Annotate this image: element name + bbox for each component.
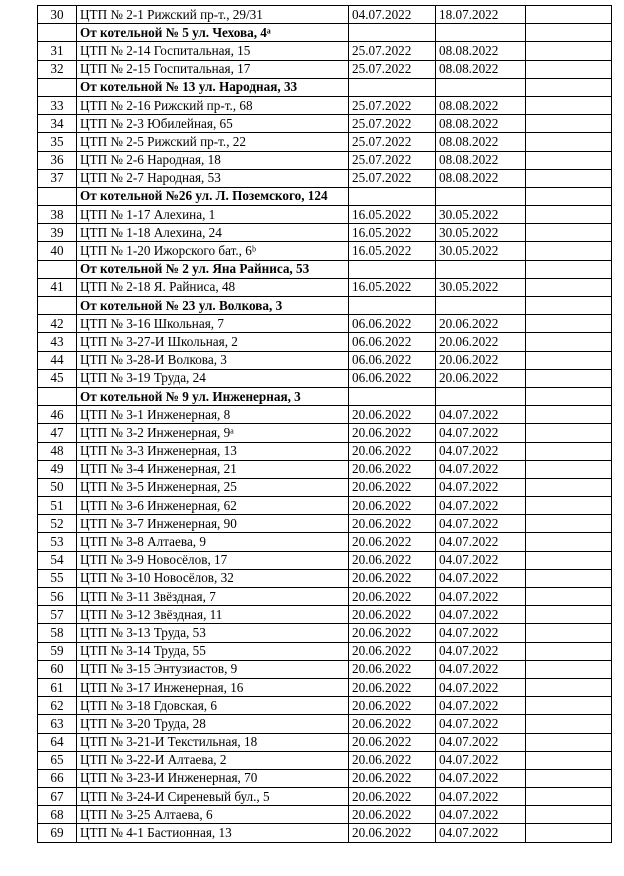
note-cell — [526, 242, 612, 260]
end-date: 20.06.2022 — [436, 315, 526, 333]
table-row — [38, 824, 612, 842]
schedule-table-body — [38, 6, 612, 843]
note-cell — [526, 751, 612, 769]
end-date: 18.07.2022 — [436, 6, 526, 24]
section-title: От котельной № 9 ул. Инженерная, 3 — [77, 387, 349, 405]
end-date: 04.07.2022 — [436, 442, 526, 460]
table-row — [38, 642, 612, 660]
start-date: 20.06.2022 — [349, 751, 436, 769]
section-end-cell — [436, 78, 526, 96]
end-date: 04.07.2022 — [436, 751, 526, 769]
note-cell — [526, 133, 612, 151]
section-header-row — [38, 78, 612, 96]
row-number: 58 — [38, 624, 77, 642]
note-cell — [526, 206, 612, 224]
end-date: 04.07.2022 — [436, 715, 526, 733]
table-row — [38, 369, 612, 387]
note-cell — [526, 824, 612, 842]
station-name: ЦТП № 3-8 Алтаева, 9 — [77, 533, 349, 551]
row-number: 33 — [38, 96, 77, 114]
station-name: ЦТП № 3-11 Звёздная, 7 — [77, 588, 349, 606]
note-cell — [526, 478, 612, 496]
end-date: 08.08.2022 — [436, 151, 526, 169]
start-date: 20.06.2022 — [349, 606, 436, 624]
start-date: 20.06.2022 — [349, 497, 436, 515]
table-row — [38, 751, 612, 769]
end-date: 04.07.2022 — [436, 569, 526, 587]
row-number: 45 — [38, 369, 77, 387]
note-cell — [526, 806, 612, 824]
station-name: ЦТП № 3-21-И Текстильная, 18 — [77, 733, 349, 751]
table-row — [38, 351, 612, 369]
note-cell — [526, 569, 612, 587]
note-cell — [526, 515, 612, 533]
section-end-cell — [436, 24, 526, 42]
table-row — [38, 42, 612, 60]
row-number: 50 — [38, 478, 77, 496]
start-date: 20.06.2022 — [349, 478, 436, 496]
row-number: 56 — [38, 588, 77, 606]
table-row — [38, 169, 612, 187]
station-name: ЦТП № 3-28-И Волкова, 3 — [77, 351, 349, 369]
row-number: 36 — [38, 151, 77, 169]
station-name: ЦТП № 1-17 Алехина, 1 — [77, 206, 349, 224]
note-cell — [526, 369, 612, 387]
start-date: 20.06.2022 — [349, 678, 436, 696]
note-cell — [526, 224, 612, 242]
note-cell — [526, 697, 612, 715]
start-date: 25.07.2022 — [349, 42, 436, 60]
note-cell — [526, 769, 612, 787]
end-date: 04.07.2022 — [436, 588, 526, 606]
end-date: 04.07.2022 — [436, 624, 526, 642]
station-name: ЦТП № 3-20 Труда, 28 — [77, 715, 349, 733]
section-header-row — [38, 187, 612, 205]
section-number-cell — [38, 297, 77, 315]
start-date: 20.06.2022 — [349, 769, 436, 787]
start-date: 16.05.2022 — [349, 206, 436, 224]
row-number: 65 — [38, 751, 77, 769]
row-number: 41 — [38, 278, 77, 296]
end-date: 04.07.2022 — [436, 642, 526, 660]
table-row — [38, 60, 612, 78]
station-name: ЦТП № 3-16 Школьная, 7 — [77, 315, 349, 333]
section-number-cell — [38, 260, 77, 278]
row-number: 59 — [38, 642, 77, 660]
start-date: 25.07.2022 — [349, 60, 436, 78]
table-row — [38, 551, 612, 569]
row-number: 31 — [38, 42, 77, 60]
note-cell — [526, 460, 612, 478]
start-date: 20.06.2022 — [349, 642, 436, 660]
station-name: ЦТП № 2-1 Рижский пр-т., 29/31 — [77, 6, 349, 24]
row-number: 66 — [38, 769, 77, 787]
start-date: 25.07.2022 — [349, 96, 436, 114]
end-date: 30.05.2022 — [436, 278, 526, 296]
start-date: 20.06.2022 — [349, 406, 436, 424]
table-row — [38, 788, 612, 806]
station-name: ЦТП № 2-14 Госпитальная, 15 — [77, 42, 349, 60]
section-end-cell — [436, 297, 526, 315]
row-number: 63 — [38, 715, 77, 733]
station-name: ЦТП № 3-14 Труда, 55 — [77, 642, 349, 660]
station-name: ЦТП № 3-2 Инженерная, 9ᵃ — [77, 424, 349, 442]
end-date: 04.07.2022 — [436, 678, 526, 696]
start-date: 20.06.2022 — [349, 715, 436, 733]
section-start-cell — [349, 297, 436, 315]
note-cell — [526, 424, 612, 442]
note-cell — [526, 642, 612, 660]
row-number: 55 — [38, 569, 77, 587]
section-start-cell — [349, 187, 436, 205]
end-date: 30.05.2022 — [436, 206, 526, 224]
start-date: 20.06.2022 — [349, 624, 436, 642]
section-title: От котельной № 5 ул. Чехова, 4ᵃ — [77, 24, 349, 42]
section-title: От котельной № 2 ул. Яна Райниса, 53 — [77, 260, 349, 278]
end-date: 04.07.2022 — [436, 515, 526, 533]
row-number: 39 — [38, 224, 77, 242]
station-name: ЦТП № 3-25 Алтаева, 6 — [77, 806, 349, 824]
table-row — [38, 660, 612, 678]
note-cell — [526, 151, 612, 169]
table-row — [38, 588, 612, 606]
station-name: ЦТП № 2-15 Госпитальная, 17 — [77, 60, 349, 78]
table-row — [38, 806, 612, 824]
section-header-row — [38, 260, 612, 278]
end-date: 20.06.2022 — [436, 351, 526, 369]
table-row — [38, 460, 612, 478]
table-row — [38, 224, 612, 242]
section-number-cell — [38, 187, 77, 205]
note-cell — [526, 788, 612, 806]
section-title: От котельной № 13 ул. Народная, 33 — [77, 78, 349, 96]
station-name: ЦТП № 3-22-И Алтаева, 2 — [77, 751, 349, 769]
end-date: 08.08.2022 — [436, 133, 526, 151]
row-number: 51 — [38, 497, 77, 515]
table-row — [38, 515, 612, 533]
end-date: 04.07.2022 — [436, 733, 526, 751]
table-row — [38, 151, 612, 169]
table-row — [38, 315, 612, 333]
note-cell — [526, 588, 612, 606]
station-name: ЦТП № 3-3 Инженерная, 13 — [77, 442, 349, 460]
start-date: 16.05.2022 — [349, 242, 436, 260]
station-name: ЦТП № 4-1 Бастионная, 13 — [77, 824, 349, 842]
station-name: ЦТП № 2-3 Юбилейная, 65 — [77, 115, 349, 133]
section-extra-cell — [526, 297, 612, 315]
note-cell — [526, 315, 612, 333]
station-name: ЦТП № 3-5 Инженерная, 25 — [77, 478, 349, 496]
row-number: 49 — [38, 460, 77, 478]
note-cell — [526, 333, 612, 351]
row-number: 52 — [38, 515, 77, 533]
end-date: 20.06.2022 — [436, 333, 526, 351]
note-cell — [526, 42, 612, 60]
end-date: 04.07.2022 — [436, 497, 526, 515]
end-date: 08.08.2022 — [436, 115, 526, 133]
end-date: 08.08.2022 — [436, 42, 526, 60]
start-date: 25.07.2022 — [349, 115, 436, 133]
station-name: ЦТП № 3-23-И Инженерная, 70 — [77, 769, 349, 787]
station-name: ЦТП № 3-4 Инженерная, 21 — [77, 460, 349, 478]
table-row — [38, 96, 612, 114]
section-number-cell — [38, 78, 77, 96]
end-date: 08.08.2022 — [436, 169, 526, 187]
station-name: ЦТП № 2-16 Рижский пр-т., 68 — [77, 96, 349, 114]
section-header-row — [38, 24, 612, 42]
table-row — [38, 624, 612, 642]
row-number: 60 — [38, 660, 77, 678]
table-row — [38, 678, 612, 696]
start-date: 20.06.2022 — [349, 442, 436, 460]
end-date: 04.07.2022 — [436, 460, 526, 478]
start-date: 20.06.2022 — [349, 533, 436, 551]
end-date: 08.08.2022 — [436, 60, 526, 78]
start-date: 25.07.2022 — [349, 133, 436, 151]
row-number: 43 — [38, 333, 77, 351]
section-end-cell — [436, 387, 526, 405]
start-date: 16.05.2022 — [349, 278, 436, 296]
end-date: 08.08.2022 — [436, 96, 526, 114]
section-extra-cell — [526, 387, 612, 405]
start-date: 20.06.2022 — [349, 806, 436, 824]
table-row — [38, 606, 612, 624]
row-number: 48 — [38, 442, 77, 460]
section-extra-cell — [526, 24, 612, 42]
section-extra-cell — [526, 260, 612, 278]
station-name: ЦТП № 3-12 Звёздная, 11 — [77, 606, 349, 624]
table-row — [38, 133, 612, 151]
end-date: 04.07.2022 — [436, 824, 526, 842]
row-number: 53 — [38, 533, 77, 551]
section-title: От котельной №26 ул. Л. Поземского, 124 — [77, 187, 349, 205]
start-date: 20.06.2022 — [349, 788, 436, 806]
section-number-cell — [38, 24, 77, 42]
station-name: ЦТП № 3-17 Инженерная, 16 — [77, 678, 349, 696]
row-number: 37 — [38, 169, 77, 187]
end-date: 04.07.2022 — [436, 406, 526, 424]
end-date: 30.05.2022 — [436, 224, 526, 242]
end-date: 04.07.2022 — [436, 660, 526, 678]
note-cell — [526, 351, 612, 369]
section-extra-cell — [526, 187, 612, 205]
note-cell — [526, 606, 612, 624]
table-row — [38, 333, 612, 351]
end-date: 20.06.2022 — [436, 369, 526, 387]
start-date: 20.06.2022 — [349, 824, 436, 842]
row-number: 67 — [38, 788, 77, 806]
row-number: 46 — [38, 406, 77, 424]
section-start-cell — [349, 260, 436, 278]
station-name: ЦТП № 3-27-И Школьная, 2 — [77, 333, 349, 351]
note-cell — [526, 715, 612, 733]
start-date: 20.06.2022 — [349, 551, 436, 569]
start-date: 06.06.2022 — [349, 315, 436, 333]
note-cell — [526, 624, 612, 642]
table-row — [38, 733, 612, 751]
section-end-cell — [436, 187, 526, 205]
start-date: 25.07.2022 — [349, 169, 436, 187]
start-date: 06.06.2022 — [349, 333, 436, 351]
row-number: 30 — [38, 6, 77, 24]
start-date: 16.05.2022 — [349, 224, 436, 242]
section-number-cell — [38, 387, 77, 405]
station-name: ЦТП № 2-7 Народная, 53 — [77, 169, 349, 187]
row-number: 57 — [38, 606, 77, 624]
section-extra-cell — [526, 78, 612, 96]
station-name: ЦТП № 2-6 Народная, 18 — [77, 151, 349, 169]
station-name: ЦТП № 1-18 Алехина, 24 — [77, 224, 349, 242]
note-cell — [526, 660, 612, 678]
start-date: 20.06.2022 — [349, 569, 436, 587]
table-row — [38, 115, 612, 133]
row-number: 54 — [38, 551, 77, 569]
table-row — [38, 569, 612, 587]
start-date: 06.06.2022 — [349, 351, 436, 369]
section-header-row — [38, 387, 612, 405]
start-date: 25.07.2022 — [349, 151, 436, 169]
note-cell — [526, 442, 612, 460]
section-start-cell — [349, 24, 436, 42]
station-name: ЦТП № 3-6 Инженерная, 62 — [77, 497, 349, 515]
end-date: 04.07.2022 — [436, 533, 526, 551]
note-cell — [526, 406, 612, 424]
end-date: 04.07.2022 — [436, 424, 526, 442]
table-row — [38, 478, 612, 496]
row-number: 47 — [38, 424, 77, 442]
station-name: ЦТП № 3-9 Новосёлов, 17 — [77, 551, 349, 569]
note-cell — [526, 169, 612, 187]
note-cell — [526, 533, 612, 551]
table-row — [38, 769, 612, 787]
table-row — [38, 242, 612, 260]
section-title: От котельной № 23 ул. Волкова, 3 — [77, 297, 349, 315]
row-number: 62 — [38, 697, 77, 715]
table-row — [38, 406, 612, 424]
note-cell — [526, 60, 612, 78]
note-cell — [526, 497, 612, 515]
section-end-cell — [436, 260, 526, 278]
end-date: 30.05.2022 — [436, 242, 526, 260]
start-date: 06.06.2022 — [349, 369, 436, 387]
note-cell — [526, 6, 612, 24]
row-number: 40 — [38, 242, 77, 260]
station-name: ЦТП № 3-19 Труда, 24 — [77, 369, 349, 387]
start-date: 20.06.2022 — [349, 733, 436, 751]
end-date: 04.07.2022 — [436, 478, 526, 496]
section-header-row — [38, 297, 612, 315]
table-row — [38, 697, 612, 715]
station-name: ЦТП № 2-5 Рижский пр-т., 22 — [77, 133, 349, 151]
station-name: ЦТП № 3-7 Инженерная, 90 — [77, 515, 349, 533]
end-date: 04.07.2022 — [436, 697, 526, 715]
table-row — [38, 442, 612, 460]
row-number: 44 — [38, 351, 77, 369]
note-cell — [526, 678, 612, 696]
start-date: 20.06.2022 — [349, 588, 436, 606]
start-date: 20.06.2022 — [349, 697, 436, 715]
schedule-table — [37, 5, 612, 843]
start-date: 20.06.2022 — [349, 424, 436, 442]
start-date: 20.06.2022 — [349, 460, 436, 478]
end-date: 04.07.2022 — [436, 606, 526, 624]
row-number: 61 — [38, 678, 77, 696]
end-date: 04.07.2022 — [436, 788, 526, 806]
end-date: 04.07.2022 — [436, 551, 526, 569]
end-date: 04.07.2022 — [436, 806, 526, 824]
table-row — [38, 497, 612, 515]
start-date: 20.06.2022 — [349, 515, 436, 533]
station-name: ЦТП № 3-1 Инженерная, 8 — [77, 406, 349, 424]
table-row — [38, 206, 612, 224]
note-cell — [526, 96, 612, 114]
note-cell — [526, 733, 612, 751]
table-row — [38, 533, 612, 551]
start-date: 20.06.2022 — [349, 660, 436, 678]
table-row — [38, 278, 612, 296]
row-number: 38 — [38, 206, 77, 224]
station-name: ЦТП № 3-13 Труда, 53 — [77, 624, 349, 642]
note-cell — [526, 115, 612, 133]
row-number: 69 — [38, 824, 77, 842]
row-number: 68 — [38, 806, 77, 824]
table-row — [38, 6, 612, 24]
station-name: ЦТП № 3-10 Новосёлов, 32 — [77, 569, 349, 587]
row-number: 34 — [38, 115, 77, 133]
table-row — [38, 715, 612, 733]
start-date: 04.07.2022 — [349, 6, 436, 24]
table-row — [38, 424, 612, 442]
end-date: 04.07.2022 — [436, 769, 526, 787]
row-number: 35 — [38, 133, 77, 151]
row-number: 42 — [38, 315, 77, 333]
section-start-cell — [349, 387, 436, 405]
station-name: ЦТП № 1-20 Ижорского бат., 6ᵇ — [77, 242, 349, 260]
station-name: ЦТП № 2-18 Я. Райниса, 48 — [77, 278, 349, 296]
section-start-cell — [349, 78, 436, 96]
station-name: ЦТП № 3-18 Гдовская, 6 — [77, 697, 349, 715]
row-number: 64 — [38, 733, 77, 751]
station-name: ЦТП № 3-15 Энтузиастов, 9 — [77, 660, 349, 678]
row-number: 32 — [38, 60, 77, 78]
station-name: ЦТП № 3-24-И Сиреневый бул., 5 — [77, 788, 349, 806]
note-cell — [526, 551, 612, 569]
note-cell — [526, 278, 612, 296]
